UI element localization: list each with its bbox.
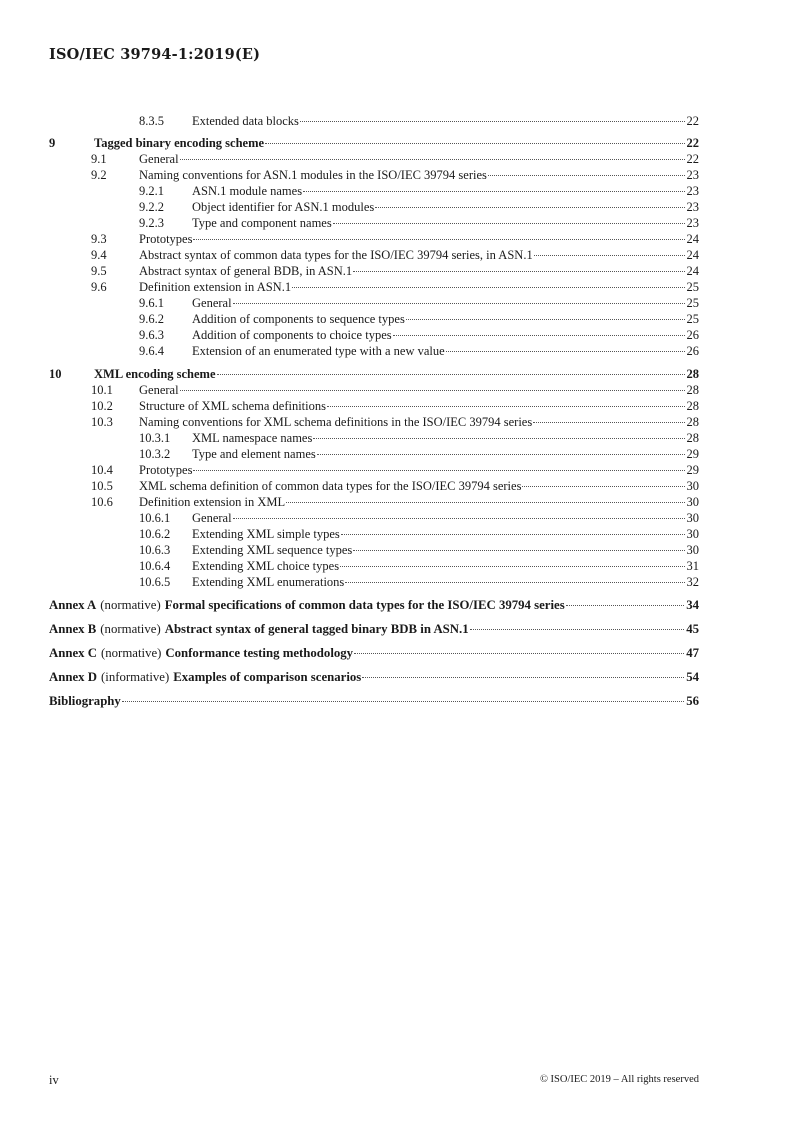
toc-entry-title: XML namespace names <box>192 431 313 445</box>
annex-kind: (normative) <box>101 646 162 660</box>
dot-leader <box>233 302 685 304</box>
toc-entry-page: 22 <box>686 114 699 128</box>
toc-entry-title: Structure of XML schema definitions <box>139 399 326 413</box>
dot-leader <box>353 549 684 551</box>
dot-leader <box>122 700 684 702</box>
toc-entry-number: 10.4 <box>91 463 113 477</box>
toc-entry-title: ASN.1 module names <box>192 184 303 198</box>
toc-entry-number: 9.2.3 <box>139 216 164 230</box>
toc-entry[interactable] <box>49 478 699 494</box>
annex-title: Abstract syntax of general tagged binary BDB in ASN.1 <box>164 622 469 636</box>
toc-entry-title: Extending XML simple types <box>192 527 340 541</box>
toc-entry-page: 30 <box>686 479 699 493</box>
toc-entry[interactable] <box>49 558 699 574</box>
toc-entry-number: 9.6 <box>91 280 107 294</box>
toc-entry-number: 10.6.5 <box>139 575 171 589</box>
toc-entry-title: Abstract syntax of common data types for the ISO/IEC 39794 series, in ASN.1 <box>139 248 533 262</box>
annex-kind: (normative) <box>100 598 161 612</box>
dot-leader <box>217 373 685 375</box>
annex-entry[interactable] <box>49 644 699 662</box>
toc-entry-page: 24 <box>686 248 699 262</box>
toc-entry-page: 31 <box>686 559 699 573</box>
toc-entry-page: 25 <box>686 312 699 326</box>
toc-entry-page: 28 <box>686 415 699 429</box>
toc-entry-page: 30 <box>686 495 699 509</box>
toc-entry[interactable] <box>49 151 699 167</box>
toc-entry-title: Prototypes <box>139 232 193 246</box>
toc-entry-number: 9.6.3 <box>139 328 164 342</box>
toc-entry[interactable] <box>49 113 699 129</box>
toc-entry-number: 9.2.1 <box>139 184 164 198</box>
toc-entry[interactable] <box>49 398 699 414</box>
toc-entry-number: 9.4 <box>91 248 107 262</box>
dot-leader <box>303 190 684 192</box>
toc-entry-title: Naming conventions for XML schema definitions in the ISO/IEC 39794 series <box>139 415 533 429</box>
toc-entry-page: 30 <box>686 527 699 541</box>
dot-leader <box>488 174 685 176</box>
annex-title: Formal specifications of common data types for the ISO/IEC 39794 series <box>164 598 565 612</box>
toc-entry-page: 28 <box>686 431 699 445</box>
toc-entry-title: Abstract syntax of general BDB, in ASN.1 <box>139 264 353 278</box>
toc-entry[interactable] <box>49 494 699 510</box>
toc-entry[interactable] <box>49 366 699 382</box>
dot-leader <box>446 350 685 352</box>
dot-leader <box>353 270 684 272</box>
toc-entry-number: 10.3.2 <box>139 447 171 461</box>
annex-label: Annex C <box>49 646 97 660</box>
toc-entry-page: 28 <box>686 367 699 381</box>
toc-entry-number: 9.6.1 <box>139 296 164 310</box>
toc-entry-page: 23 <box>686 168 699 182</box>
toc-entry-title: Prototypes <box>139 463 193 477</box>
annex-page: 56 <box>686 694 699 708</box>
toc-entry-title: Extended data blocks <box>192 114 299 128</box>
toc-entry-title: Extension of an enumerated type with a new value <box>192 344 445 358</box>
toc-entry[interactable] <box>49 311 699 327</box>
toc-entry-number: 10.6.4 <box>139 559 171 573</box>
toc-entry-number: 10.3.1 <box>139 431 171 445</box>
toc-entry[interactable] <box>49 542 699 558</box>
dot-leader <box>333 222 685 224</box>
toc-entry-number: 10.2 <box>91 399 113 413</box>
dot-leader <box>193 238 684 240</box>
toc-entry-title: General <box>139 383 179 397</box>
toc-entry[interactable] <box>49 167 699 183</box>
toc-entry-title: General <box>192 511 232 525</box>
dot-leader <box>193 469 684 471</box>
dot-leader <box>354 652 684 654</box>
dot-leader <box>313 437 684 439</box>
toc-entry-page: 23 <box>686 184 699 198</box>
toc-entry[interactable] <box>49 215 699 231</box>
annex-entry[interactable] <box>49 692 699 710</box>
toc-entry-page: 26 <box>686 344 699 358</box>
toc-entry-title: Extending XML enumerations <box>192 575 345 589</box>
toc-entry-number: 10.3 <box>91 415 113 429</box>
toc-entry[interactable] <box>49 199 699 215</box>
dot-leader <box>340 565 684 567</box>
toc-entry-page: 23 <box>686 216 699 230</box>
toc-entry[interactable] <box>49 231 699 247</box>
annex-label: Annex A <box>49 598 97 612</box>
dot-leader <box>375 206 684 208</box>
annex-label: Annex B <box>49 622 97 636</box>
dot-leader <box>566 604 685 606</box>
annex-kind: (normative) <box>100 622 161 636</box>
toc-entry-title: Definition extension in ASN.1 <box>139 280 292 294</box>
toc-entry-title: Type and component names <box>192 216 332 230</box>
dot-leader <box>345 581 684 583</box>
annex-title: Conformance testing methodology <box>165 646 354 660</box>
toc-entry-number: 10.6.1 <box>139 511 171 525</box>
dot-leader <box>180 158 685 160</box>
dot-leader <box>406 318 685 320</box>
toc-entry-page: 29 <box>686 447 699 461</box>
dot-leader <box>180 389 685 391</box>
annex-entry[interactable] <box>49 668 699 686</box>
toc-entry-page: 25 <box>686 296 699 310</box>
dot-leader <box>327 405 685 407</box>
copyright-notice: © ISO/IEC 2019 – All rights reserved <box>539 1074 699 1085</box>
toc-entry-title: XML schema definition of common data types for the ISO/IEC 39794 series <box>139 479 522 493</box>
toc-entry[interactable] <box>49 247 699 263</box>
toc-entry-page: 22 <box>686 136 699 150</box>
toc-entry-number: 9.6.4 <box>139 344 164 358</box>
dot-leader <box>300 120 685 122</box>
toc-entry-title: XML encoding scheme <box>94 367 216 381</box>
toc-entry[interactable] <box>49 510 699 526</box>
dot-leader <box>292 286 684 288</box>
annex-list <box>49 596 699 710</box>
dot-leader <box>470 628 685 630</box>
toc-entry[interactable] <box>49 382 699 398</box>
toc-entry-title: General <box>139 152 179 166</box>
toc-entry-number: 9.2 <box>91 168 107 182</box>
annex-entry[interactable] <box>49 596 699 614</box>
toc-entry-title: Naming conventions for ASN.1 modules in the ISO/IEC 39794 series <box>139 168 487 182</box>
toc-entry[interactable] <box>49 574 699 590</box>
toc-entry-number: 9.3 <box>91 232 107 246</box>
dot-leader <box>534 254 685 256</box>
toc-entry-number: 9.5 <box>91 264 107 278</box>
annex-page: 45 <box>686 622 699 636</box>
toc-entry[interactable] <box>49 263 699 279</box>
toc-entry-page: 23 <box>686 200 699 214</box>
toc-entry-number: 9.1 <box>91 152 107 166</box>
toc-entry-page: 24 <box>686 232 699 246</box>
annex-page: 54 <box>686 670 699 684</box>
annex-entry[interactable] <box>49 620 699 638</box>
toc-entry[interactable] <box>49 135 699 151</box>
toc-entry[interactable] <box>49 526 699 542</box>
toc-entry-number: 9.2.2 <box>139 200 164 214</box>
annex-label: Annex D <box>49 670 97 684</box>
toc-entry-title: Addition of components to choice types <box>192 328 392 342</box>
toc-entry-page: 30 <box>686 543 699 557</box>
annex-title: Examples of comparison scenarios <box>173 670 362 684</box>
dot-leader <box>522 485 684 487</box>
dot-leader <box>362 676 684 678</box>
toc-entry-title: Extending XML choice types <box>192 559 340 573</box>
toc-entry-page: 22 <box>686 152 699 166</box>
toc-entry-title: Type and element names <box>192 447 316 461</box>
annex-label: Bibliography <box>49 694 121 708</box>
table-of-contents <box>49 113 699 710</box>
toc-entry-page: 26 <box>686 328 699 342</box>
dot-leader <box>393 334 685 336</box>
toc-entry-page: 24 <box>686 264 699 278</box>
toc-entry-title: Definition extension in XML <box>139 495 286 509</box>
toc-entry-number: 9.6.2 <box>139 312 164 326</box>
dot-leader <box>265 142 684 144</box>
dot-leader <box>286 501 684 503</box>
toc-entry[interactable] <box>49 327 699 343</box>
toc-entry-number: 10.6 <box>91 495 113 509</box>
toc-entry[interactable] <box>49 279 699 295</box>
toc-entry-number: 8.3.5 <box>139 114 164 128</box>
toc-entry-page: 28 <box>686 399 699 413</box>
toc-entry[interactable] <box>49 462 699 478</box>
toc-entry-title: Tagged binary encoding scheme <box>94 136 265 150</box>
toc-entry-number: 10.6.3 <box>139 543 171 557</box>
annex-kind: (informative) <box>101 670 170 684</box>
toc-entry-number: 9 <box>49 136 56 150</box>
toc-entry-title: Extending XML sequence types <box>192 543 353 557</box>
document-id-header: ISO/IEC 39794-1:2019(E) <box>49 46 261 63</box>
dot-leader <box>341 533 685 535</box>
toc-entry-title: Object identifier for ASN.1 modules <box>192 200 375 214</box>
toc-entry[interactable] <box>49 414 699 430</box>
page-number: iv <box>49 1073 59 1087</box>
toc-entry-number: 10.5 <box>91 479 113 493</box>
toc-entry-number: 10.6.2 <box>139 527 171 541</box>
toc-entry-number: 10.1 <box>91 383 113 397</box>
toc-entry[interactable] <box>49 446 699 462</box>
toc-entry-number: 10 <box>49 367 62 381</box>
toc-entry-title: General <box>192 296 232 310</box>
dot-leader <box>233 517 685 519</box>
dot-leader <box>533 421 684 423</box>
toc-entry[interactable] <box>49 183 699 199</box>
toc-entry[interactable] <box>49 295 699 311</box>
toc-entry-page: 32 <box>686 575 699 589</box>
toc-entry[interactable] <box>49 343 699 359</box>
annex-page: 47 <box>686 646 699 660</box>
toc-entry-title: Addition of components to sequence types <box>192 312 405 326</box>
toc-entry-page: 28 <box>686 383 699 397</box>
annex-page: 34 <box>686 598 699 612</box>
toc-entry[interactable] <box>49 430 699 446</box>
toc-entry-page: 30 <box>686 511 699 525</box>
toc-entry-page: 25 <box>686 280 699 294</box>
dot-leader <box>317 453 685 455</box>
toc-entry-page: 29 <box>686 463 699 477</box>
